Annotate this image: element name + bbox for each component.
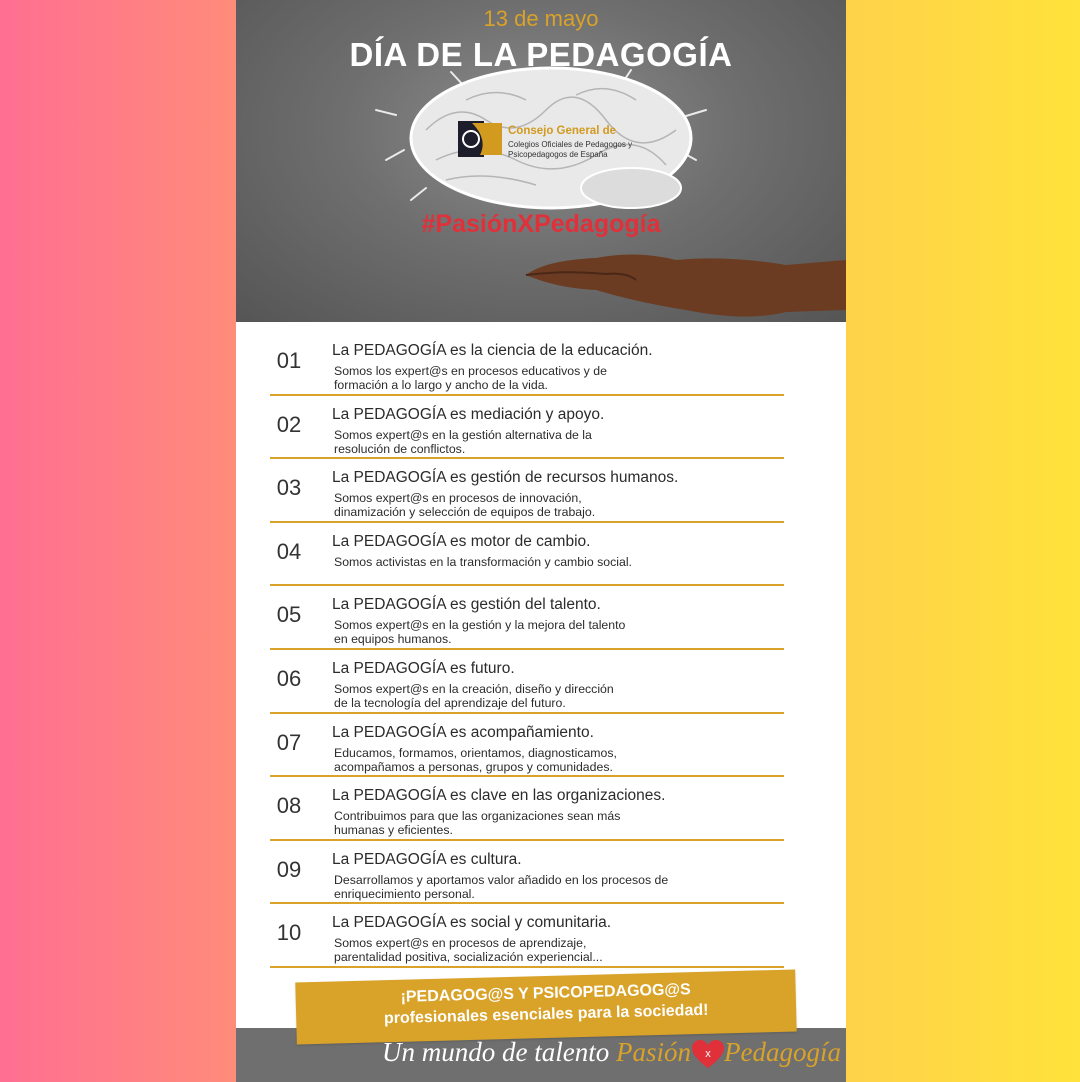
logo-line-2: Colegios Oficiales de Pedagogos y [508,140,633,149]
item-description [334,364,774,392]
logo-line-3: Psicopedagogos de España [508,150,608,159]
council-logo [458,115,668,165]
logo-line-1: Consejo General de [508,125,617,137]
item-title: La PEDAGOGÍA es acompañamiento. [332,723,594,741]
item-desc-line: Educamos, formamos, orientamos, diagnosticamos, [334,745,617,760]
item-description [334,936,774,964]
item-number: 05 [276,602,302,628]
hero-section [236,0,846,322]
item-number: 09 [276,856,302,882]
item-desc-line: Somos expert@s en procesos de aprendizaje, [334,936,587,951]
council-logo-icon [458,119,502,159]
list-item [270,777,784,841]
item-title: La PEDAGOGÍA es cultura. [332,850,522,868]
item-number: 01 [276,348,302,373]
heart-x-label: x [705,1048,711,1060]
item-desc-line: dinamización y selección de equipos de trabajo. [334,505,596,520]
item-desc-line: humanas y eficientes. [334,823,453,838]
hand-illustration [486,230,846,322]
page-title: DÍA DE LA PEDAGOGÍA [349,36,733,73]
item-desc-line: Somos expert@s en la creación, diseño y dirección [334,681,614,696]
item-number: 08 [276,793,302,819]
list-item [270,904,784,968]
item-title: La PEDAGOGÍA es futuro. [332,659,515,677]
item-desc-line: resolución de conflictos. [334,441,466,456]
footer-tagline: Un mundo de talento [382,1037,610,1067]
item-desc-line: formación a lo largo y ancho de la vida. [334,378,548,392]
item-number: 04 [276,538,302,564]
item-desc-line: de la tecnología del aprendizaje del futuro. [334,695,566,710]
item-desc-line: Somos los expert@s en procesos educativos y de [334,364,607,378]
poster [236,0,846,1082]
hashtag: #PasiónXPedagogía [421,210,661,238]
item-desc-line: Somos expert@s en procesos de innovación, [334,491,582,506]
item-desc-line: Desarrollamos y aportamos valor añadido en los procesos de [334,872,669,887]
item-desc-line: Somos activistas en la transformación y cambio social. [334,554,632,569]
item-description [334,682,774,710]
item-number: 03 [276,475,302,501]
item-description [334,618,774,646]
list-item [270,714,784,778]
list-item [270,586,784,650]
pedagogy-list [270,332,784,968]
item-number: 02 [276,411,302,437]
event-date: 13 de mayo [483,6,599,31]
item-number: 10 [276,920,302,946]
list-item [270,332,784,396]
item-title: La PEDAGOGÍA es gestión de recursos humanos. [332,469,679,487]
item-title: La PEDAGOGÍA es social y comunitaria. [332,914,612,932]
footer-pedagogia: Pedagogía [724,1037,841,1067]
item-number: 07 [276,729,302,755]
item-description [334,873,774,901]
item-description [334,555,774,569]
item-description [334,746,774,774]
item-desc-line: parentalidad positiva, socialización experiencial... [334,950,603,965]
banner-line-2: profesionales esenciales para la sociedad! [383,1001,709,1028]
item-desc-line: Contribuimos para que las organizaciones sean más [334,809,621,824]
item-title: La PEDAGOGÍA es mediación y apoyo. [332,405,605,423]
item-desc-line: Somos expert@s en la gestión alternativa de la [334,427,592,442]
item-description [334,428,774,456]
item-desc-line: enriquecimiento personal. [334,886,475,901]
item-desc-line: en equipos humanos. [334,632,452,647]
item-desc-line: Somos expert@s en la gestión y la mejora del talento [334,618,626,633]
item-number: 06 [276,665,302,691]
item-title: La PEDAGOGÍA es gestión del talento. [332,596,601,614]
list-item [270,523,784,587]
item-title: La PEDAGOGÍA es clave en las organizaciones. [332,787,666,805]
item-description [334,491,774,519]
item-title: La PEDAGOGÍA es la ciencia de la educación. [332,342,653,359]
list-item [270,650,784,714]
footer-pasion: Pasión [616,1037,692,1067]
banner-line-1: ¡PEDAGOG@S Y PSICOPEDAGOG@S [400,981,691,1006]
item-desc-line: acompañamos a personas, grupos y comunidades. [334,759,613,774]
list-item [270,459,784,523]
closing-banner [295,969,796,1044]
list-item [270,841,784,905]
list-item [270,396,784,460]
item-description [334,809,774,837]
item-title: La PEDAGOGÍA es motor de cambio. [332,532,591,550]
